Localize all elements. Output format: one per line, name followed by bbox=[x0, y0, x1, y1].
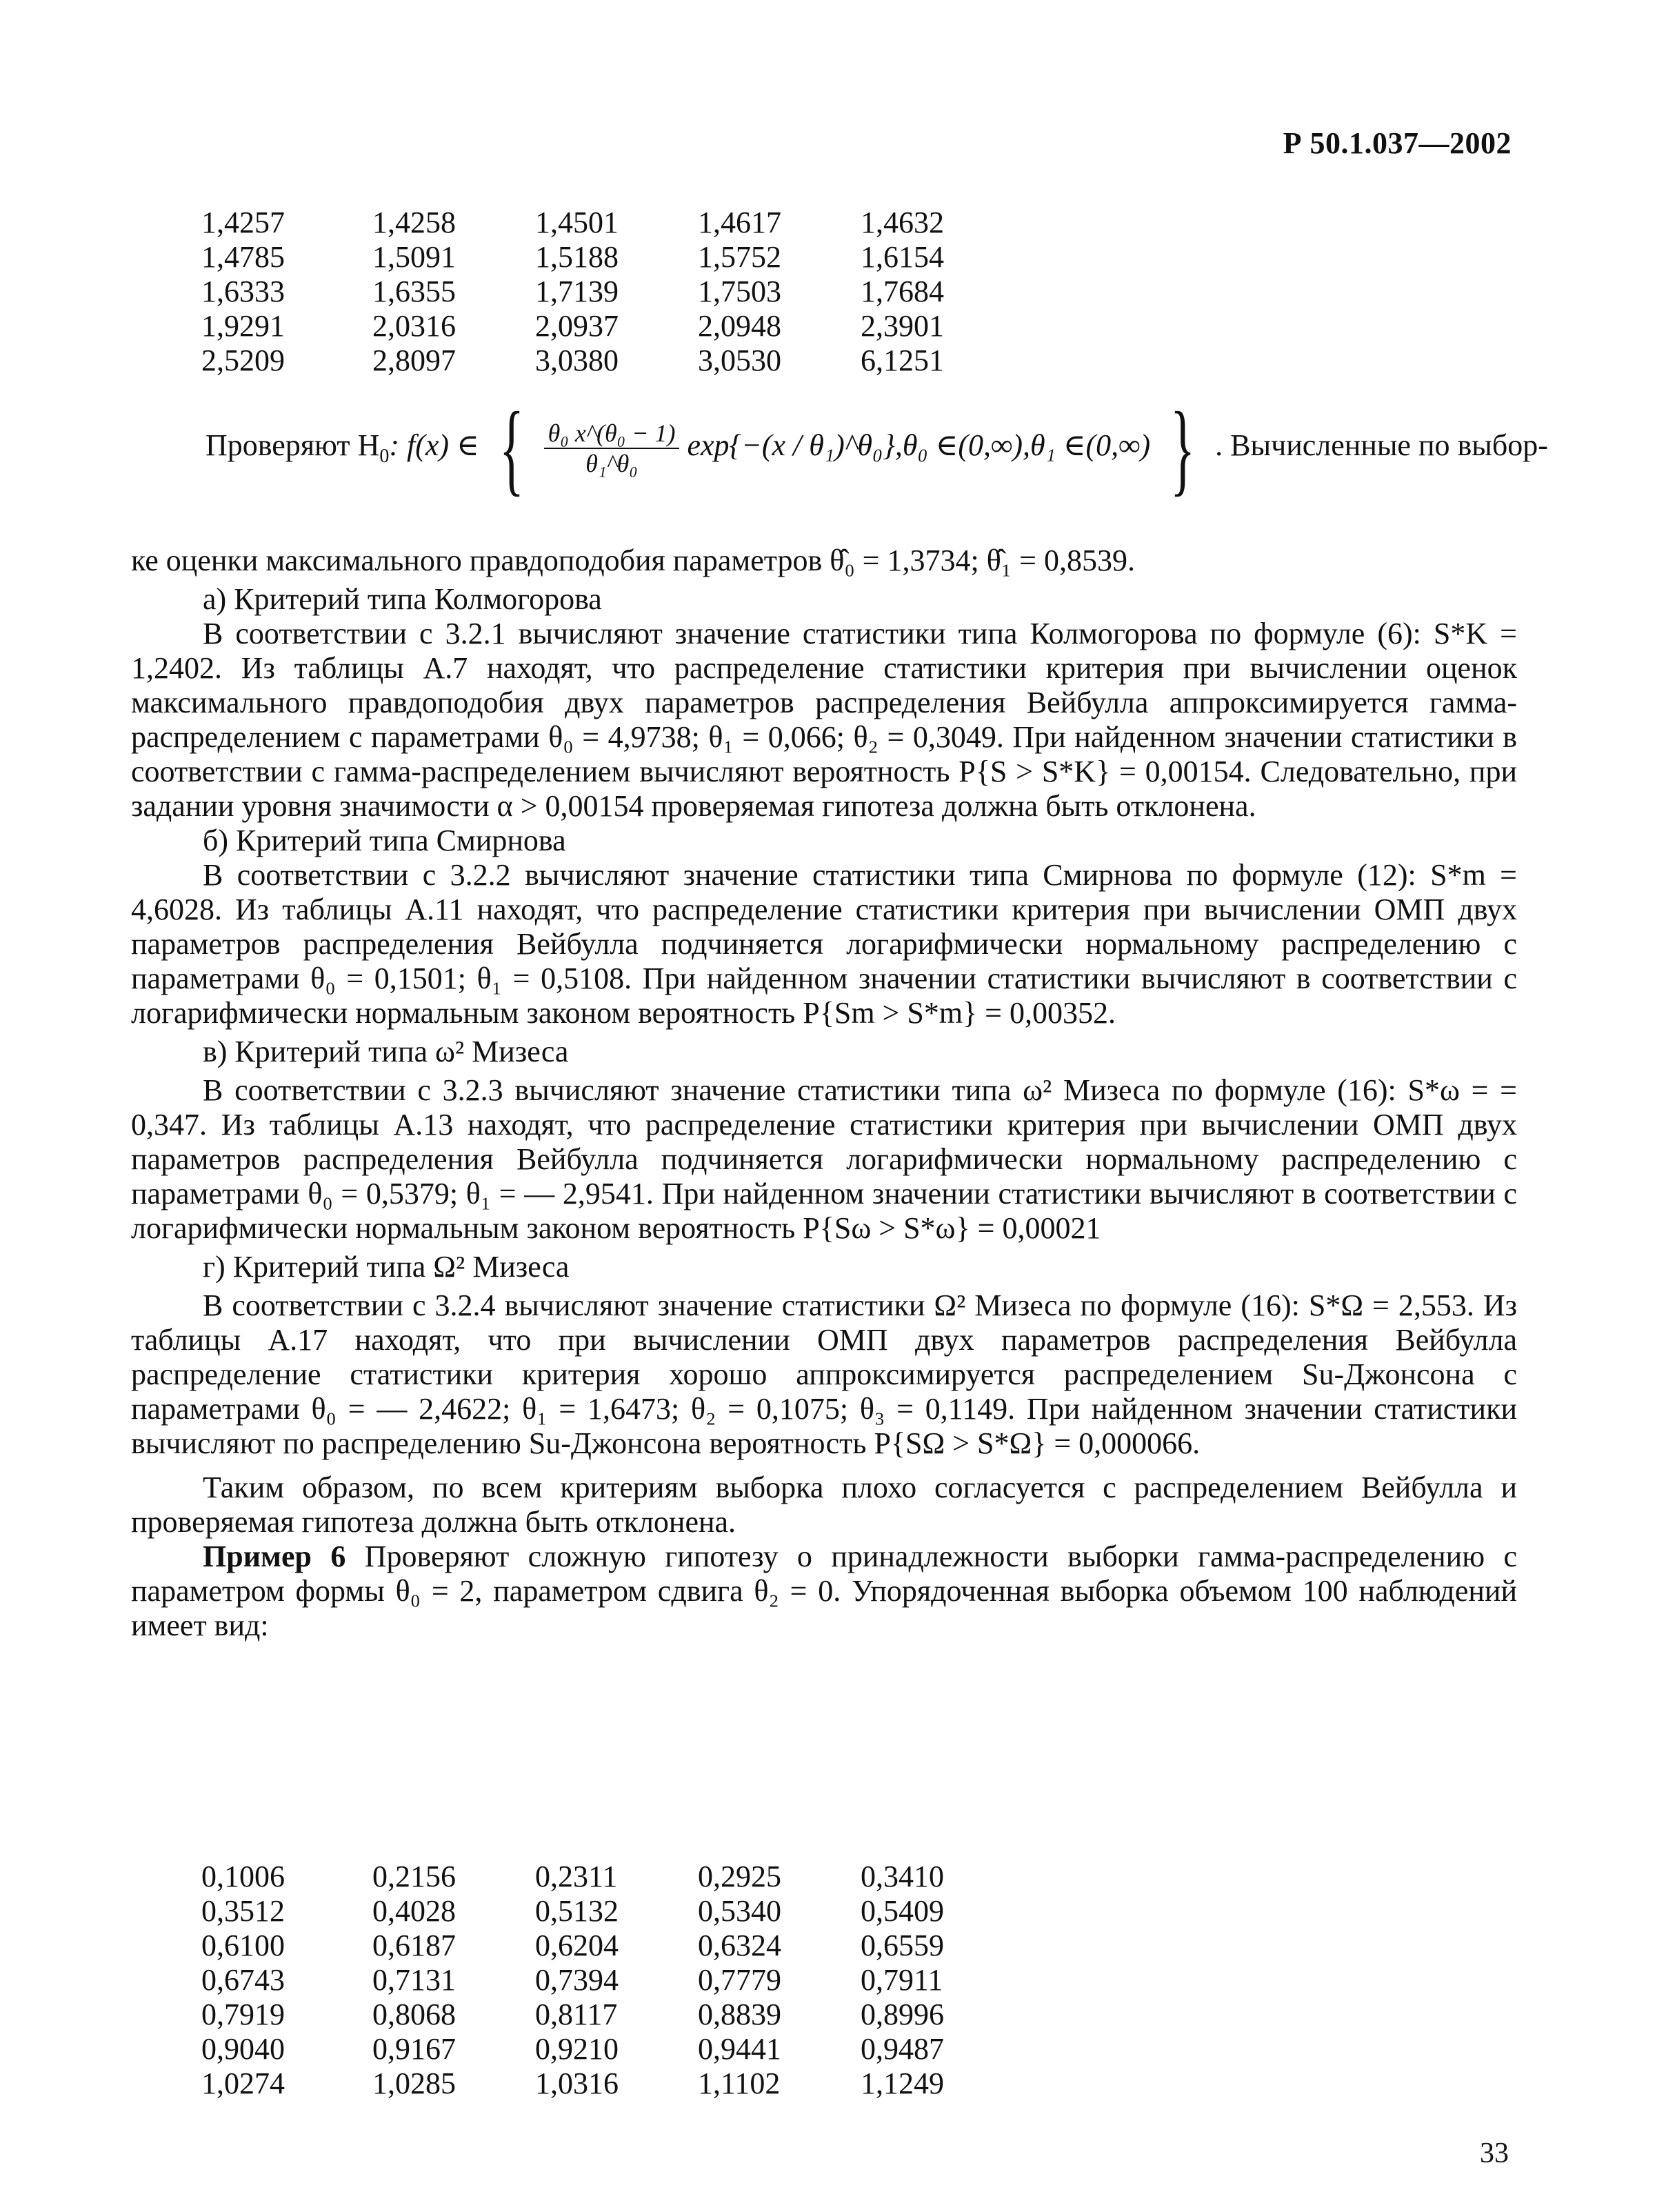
main-text bbox=[131, 544, 1517, 1643]
table-cell: 0,2925 bbox=[698, 1860, 781, 1893]
table-cell: 0,1006 bbox=[201, 1860, 285, 1893]
section-d-text: В соответствии с 3.2.4 вычисляют значение статистики Ω² Мизеса по формуле (16): S*Ω = 2,553. Из таблицы А.17 находят, что при вычислении ОМП двух параметров распределения Вейбулла распределение статистики критерия хорошо аппроксимируется распределением Su-Джонсона с параметрами θ₀ = — 2,4622; θ₁ = 1,6473; θ₂ = 0,1075; θ₃ = 0,1149. При найденном значении статистики вычисляют по распределению Su-Джонсона вероятность P{SΩ > S*Ω} = 0,000066. bbox=[131, 1288, 1517, 1460]
table-cell: 0,2156 bbox=[372, 1860, 456, 1893]
formula-f: : f(x) ∈ bbox=[389, 428, 479, 463]
table-cell: 0,5340 bbox=[698, 1894, 781, 1928]
table-cell: 0,7919 bbox=[201, 1997, 285, 2031]
table-cell: 0,7911 bbox=[861, 1963, 943, 1997]
table-row bbox=[201, 1929, 1023, 1963]
section-b-title: б) Критерий типа Смирнова bbox=[203, 824, 566, 857]
table-row bbox=[201, 2066, 1023, 2101]
table-cell: 1,0274 bbox=[201, 2066, 285, 2100]
table-cell: 0,9040 bbox=[201, 2032, 285, 2066]
table-cell: 1,5752 bbox=[698, 240, 781, 274]
table-cell: 0,8996 bbox=[861, 1997, 944, 2031]
table-cell: 1,5188 bbox=[535, 240, 619, 274]
table-cell: 0,8117 bbox=[535, 1997, 618, 2031]
table-row bbox=[201, 1963, 1023, 1997]
table-cell: 0,6204 bbox=[535, 1929, 619, 1962]
table-row bbox=[201, 2032, 1023, 2066]
table-row bbox=[201, 1860, 1023, 1894]
data-table-top bbox=[201, 206, 1023, 378]
table-cell: 0,7394 bbox=[535, 1963, 619, 1997]
section-c-text: В соответствии с 3.2.3 вычисляют значение статистики типа ω² Мизеса по формуле (16): S*ω = = 0,347. Из таблицы А.13 находят, что распределение статистики критерия при вычислении ОМП двух параметров распределения Вейбулла подчиняется логарифмически нормальному распределению с параметрами θ₀ = 0,5379; θ₁ = — 2,9541. При найденном значении статистики вычисляют в соответствии с логарифмически нормальным законом вероятность P{Sω > S*ω} = 0,00021 bbox=[131, 1073, 1517, 1245]
table-cell: 1,4617 bbox=[698, 206, 781, 239]
table-row bbox=[201, 275, 1023, 309]
section-b-text: В соответствии с 3.2.2 вычисляют значение статистики типа Смирнова по формуле (12): S*m = 4,6028. Из таблицы А.11 находят, что распределение статистики критерия при вычислении ОМП двух параметров распределения Вейбулла подчиняется логарифмически нормальному распределению с параметрами θ₀ = 0,1501; θ₁ = 0,5108. При найденном значении статистики вычисляют в соответствии с логарифмически нормальным законом вероятность P{Sm > S*m} = 0,00352. bbox=[131, 858, 1517, 1030]
formula-exp: exp{−(x / θ₁)^θ₀},θ₀ ∈(0,∞),θ₁ ∈(0,∞) bbox=[687, 428, 1151, 463]
table-cell: 0,8068 bbox=[372, 1997, 456, 2031]
example-label: Пример 6 bbox=[203, 1540, 346, 1573]
table-row bbox=[201, 206, 1023, 240]
table-cell: 2,0316 bbox=[372, 309, 456, 343]
table-cell: 0,9441 bbox=[698, 2032, 781, 2066]
formula-tail: . Вычисленные по выбор- bbox=[1215, 428, 1548, 463]
table-row bbox=[201, 240, 1023, 275]
section-a-text: В соответствии с 3.2.1 вычисляют значение статистики типа Колмогорова по формуле (6): S*K = 1,2402. Из таблицы А.7 находят, что распределение статистики критерия при вычислении оценок максимального правдоподобия двух параметров распределения Вейбулла аппроксимируется гамма-распределением с параметрами θ₀ = 4,9738; θ₁ = 0,066; θ₂ = 0,3049. При найденном значении статистики в соответствии с гамма-распределением вычисляют вероятность P{S > S*K} = 0,00154. Следовательно, при задании уровня значимости α > 0,00154 проверяемая гипотеза должна быть отклонена. bbox=[131, 617, 1517, 823]
example-paragraph bbox=[131, 1540, 1517, 1643]
table-cell: 0,6324 bbox=[698, 1929, 781, 1962]
formula-lead: Проверяют H bbox=[205, 428, 380, 463]
table-cell: 1,4501 bbox=[535, 206, 619, 239]
section-a-title: а) Критерий типа Колмогорова bbox=[203, 582, 602, 616]
section-d-title: г) Критерий типа Ω² Мизеса bbox=[203, 1250, 570, 1284]
fraction-denominator: θ₁^θ₀ bbox=[585, 450, 638, 477]
table-cell: 0,5132 bbox=[535, 1894, 619, 1928]
table-cell: 0,7779 bbox=[698, 1963, 781, 1997]
table-cell: 1,4785 bbox=[201, 240, 285, 274]
table-cell: 0,6187 bbox=[372, 1929, 456, 1962]
paragraph-estimates: ке оценки максимального правдоподобия параметров θ̂₀ = 1,3734; θ̂₁ = 0,8539. bbox=[131, 544, 1135, 577]
table-cell: 0,5409 bbox=[861, 1894, 944, 1928]
formula-fraction bbox=[544, 419, 680, 478]
table-row bbox=[201, 1997, 1023, 2032]
fraction-numerator: θ₀ x^(θ₀ − 1) bbox=[544, 419, 680, 449]
formula-lead-sub: 0 bbox=[379, 445, 390, 467]
table-cell: 0,8839 bbox=[698, 1997, 781, 2031]
page-number: 33 bbox=[1480, 2138, 1509, 2169]
table-cell: 2,5209 bbox=[201, 343, 285, 377]
table-cell: 0,2311 bbox=[535, 1860, 618, 1893]
table-cell: 2,3901 bbox=[861, 309, 944, 343]
table-cell: 3,0380 bbox=[535, 343, 619, 377]
table-cell: 3,0530 bbox=[698, 343, 781, 377]
hypothesis-formula bbox=[205, 391, 1548, 506]
table-cell: 1,0316 bbox=[535, 2066, 619, 2100]
table-cell: 1,7139 bbox=[535, 275, 619, 308]
table-cell: 1,4632 bbox=[861, 206, 944, 239]
conclusion-text: Таким образом, по всем критериям выборка плохо согласуется с распределением Вейбулла и проверяемая гипотеза должна быть отклонена. bbox=[131, 1471, 1517, 1539]
table-cell: 0,6100 bbox=[201, 1929, 285, 1962]
table-cell: 1,7503 bbox=[698, 275, 781, 308]
table-cell: 6,1251 bbox=[861, 343, 944, 377]
document-code: Р 50.1.037—2002 bbox=[1283, 126, 1512, 160]
table-cell: 1,6355 bbox=[372, 275, 456, 308]
table-cell: 2,0948 bbox=[698, 309, 781, 343]
table-cell: 1,7684 bbox=[861, 275, 944, 308]
table-cell: 1,6154 bbox=[861, 240, 944, 274]
example-text: Проверяют сложную гипотезу о принадлежности выборки гамма-распределению с параметром формы θ₀ = 2, параметром сдвига θ₂ = 0. Упорядоченная выборка объемом 100 наблюдений имеет вид: bbox=[131, 1540, 1517, 1642]
table-cell: 2,8097 bbox=[372, 343, 456, 377]
table-cell: 1,0285 bbox=[372, 2066, 456, 2100]
table-cell: 1,4258 bbox=[372, 206, 456, 239]
table-row bbox=[201, 1894, 1023, 1929]
table-cell: 1,9291 bbox=[201, 309, 285, 343]
table-cell: 0,6743 bbox=[201, 1963, 285, 1997]
table-cell: 0,9167 bbox=[372, 2032, 456, 2066]
table-cell: 0,9210 bbox=[535, 2032, 619, 2066]
right-brace-icon: } bbox=[1170, 391, 1196, 506]
table-cell: 0,3512 bbox=[201, 1894, 285, 1928]
table-cell: 0,7131 bbox=[372, 1963, 456, 1997]
table-cell: 1,4257 bbox=[201, 206, 285, 239]
table-cell: 0,4028 bbox=[372, 1894, 456, 1928]
table-cell: 1,1249 bbox=[861, 2066, 944, 2100]
table-cell: 1,1102 bbox=[698, 2066, 781, 2100]
table-cell: 1,5091 bbox=[372, 240, 456, 274]
section-c-title: в) Критерий типа ω² Мизеса bbox=[203, 1035, 569, 1068]
table-cell: 1,6333 bbox=[201, 275, 285, 308]
table-row bbox=[201, 343, 1023, 378]
table-cell: 0,6559 bbox=[861, 1929, 944, 1962]
table-cell: 0,9487 bbox=[861, 2032, 944, 2066]
data-table-bottom bbox=[201, 1860, 1023, 2101]
table-row bbox=[201, 309, 1023, 343]
table-cell: 0,3410 bbox=[861, 1860, 944, 1893]
table-cell: 2,0937 bbox=[535, 309, 619, 343]
left-brace-icon: { bbox=[499, 391, 524, 506]
